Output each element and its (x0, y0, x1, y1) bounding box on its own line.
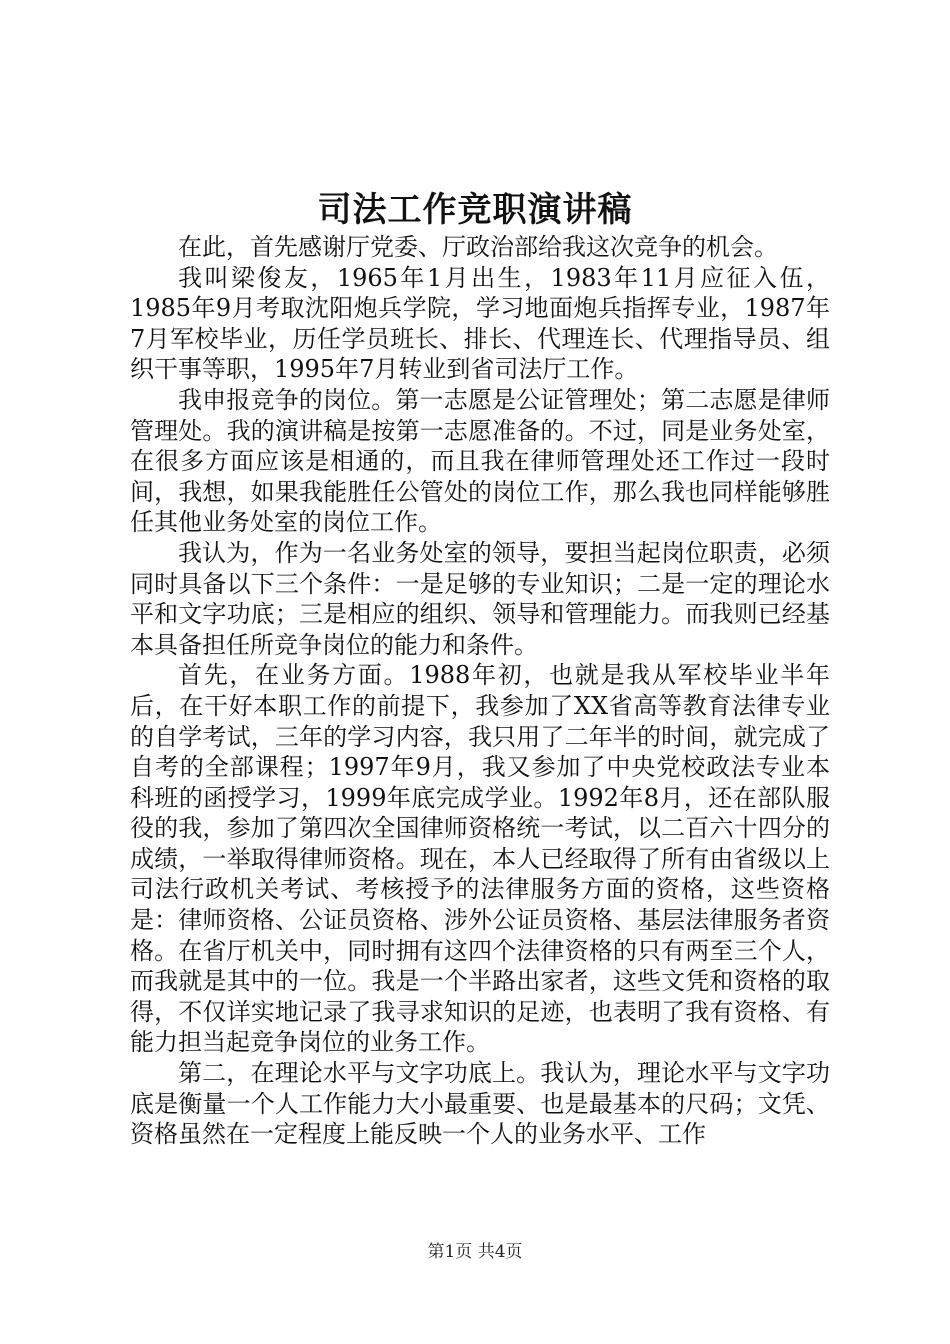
document-title: 司法工作竞职演讲稿 (317, 190, 633, 230)
paragraph-intro: 在此，首先感谢厅党委、厅政治部给我这次竞争的机会。 (178, 233, 778, 261)
paragraph-theory: 第二，在理论水平与文字功底上。我认为，理论水平与文字功底是衡量一个人工作能力大小最重要、也是最基本的尺码；文凭、资格虽然在一定程度上能反映一个人的业务水平、工作 (130, 1059, 830, 1149)
paragraph-background: 我叫梁俊友，1965年1月出生，1983年11月应征入伍，1985年9月考取沈阳炮兵学院，学习地面炮兵指挥专业，1987年7月军校毕业，历任学员班长、排长、代理连长、代理指导员、组织干事等职，1995年7月转业到省司法厅工作。 (130, 263, 830, 384)
page-footer: 第1页 共4页 (427, 1242, 523, 1262)
document-body (130, 232, 830, 1150)
paragraph-conditions: 我认为，作为一名业务处室的领导，要担当起岗位职责，必须同时具备以下三个条件：一是足够的专业知识；二是一定的理论水平和文字功底；三是相应的组织、领导和管理能力。而我则已经基本具备担任所竞争岗位的能力和条件。 (130, 538, 830, 659)
paragraph-position: 我申报竞争的岗位。第一志愿是公证管理处；第二志愿是律师管理处。我的演讲稿是按第一志愿准备的。不过，同是业务处室，在很多方面应该是相通的，而且我在律师管理处还工作过一段时间，我想，如果我能胜任公管处的岗位工作，那么我也同样能够胜任其他业务处室的岗位工作。 (130, 385, 830, 537)
paragraph-professional: 首先，在业务方面。1988年初，也就是我从军校毕业半年后，在干好本职工作的前提下，我参加了XX省高等教育法律专业的自学考试，三年的学习内容，我只用了二年半的时间，就完成了自考的全部课程；1997年9月，我又参加了中央党校政法专业本科班的函授学习，1999年底完成学业。1992年8月，还在部队服役的我，参加了第四次全国律师资格统一考试，以二百六十四分的成绩，一举取得律师资格。现在，本人已经取得了所有由省级以上司法行政机关考试、考核授予的法律服务方面的资格，这些资格是：律师资格、公证员资格、涉外公证员资格、基层法律服务者资格。在省厅机关中，同时拥有这四个法律资格的只有两至三个人，而我就是其中的一位。我是一个半路出家者，这些文凭和资格的取得，不仅详实地记录了我寻求知识的足迹，也表明了我有资格、有能力担当起竞争岗位的业务工作。 (130, 661, 830, 1057)
